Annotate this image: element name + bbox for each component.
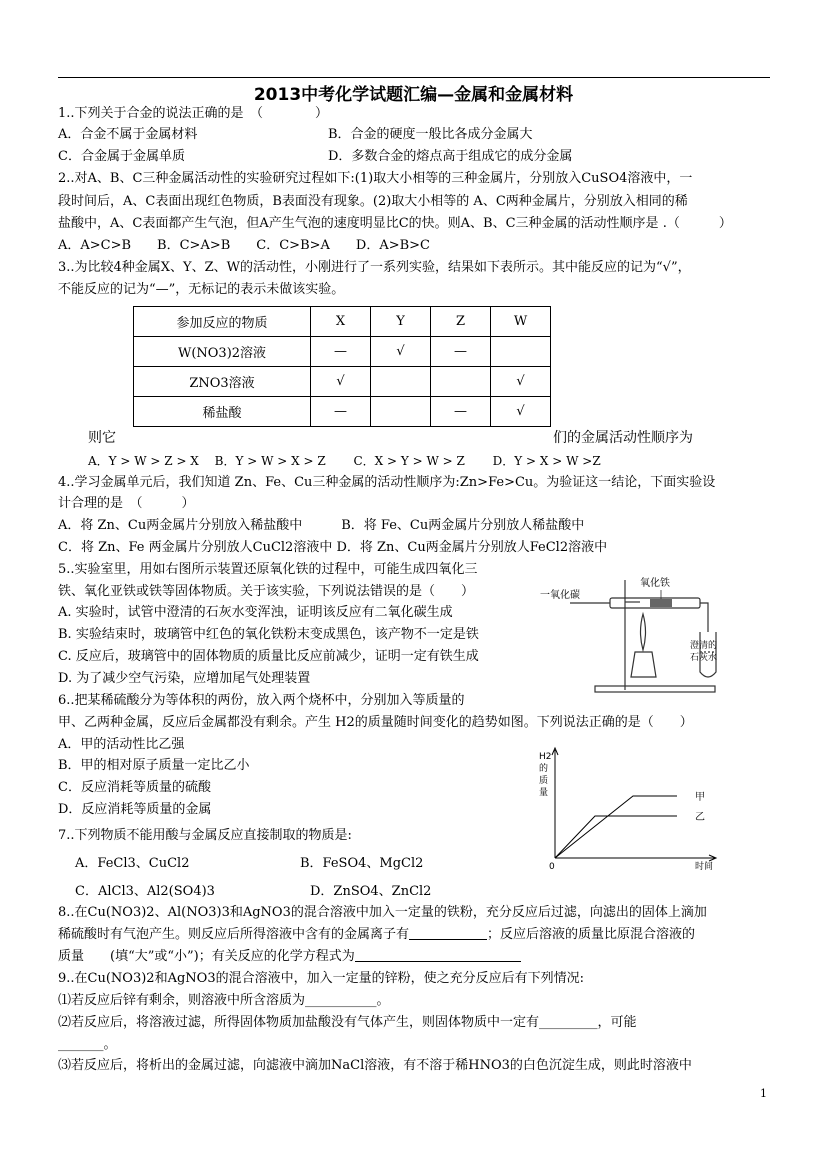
flame <box>641 614 646 650</box>
q6-line-1: 6..把某稀硫酸分为等体积的两份，放入两个烧杯中，分别加入等质量的 <box>58 693 465 708</box>
q7-option-d: D．ZnSO4、ZnCl2 <box>310 884 432 899</box>
page-title: 2013中考化学试题汇编—金属和金属材料 <box>253 85 574 105</box>
q1-option-a: A．合金不属于金属材料 <box>58 127 198 142</box>
q3-sentence-right: 们的金属活动性顺序为 <box>553 430 693 446</box>
x-label: 时间 <box>695 862 714 872</box>
gas-outlet <box>700 603 708 632</box>
q9-line-3: ⑵若反应后，将溶液过滤，所得固体物质加盐酸没有气体产生，则固体物质中一定有_________，可能 <box>58 1015 637 1030</box>
stand-base <box>595 686 715 692</box>
answer-blank[interactable] <box>355 947 521 962</box>
q8-line-2a: 稀硫酸时有气泡产生。则反应后所得溶液中含有的金属离子有 <box>58 927 410 942</box>
table-cell: — <box>431 397 491 427</box>
q5-option-b: B. 实验结束时，玻璃管中红色的氧化铁粉末变成黑色，该产物不一定是铁 <box>58 627 479 642</box>
q9-line-2: ⑴若反应后锌有剩余，则溶液中所含溶质为___________。 <box>58 993 390 1008</box>
y-label-4: 量 <box>539 788 549 798</box>
q8-line-2b: ；反应后溶液的质量比原混合溶液的 <box>487 927 696 942</box>
table-header-cell: X <box>311 307 371 337</box>
table-cell: √ <box>311 367 371 397</box>
q8-line-3 <box>58 947 521 967</box>
q3-options: A．Y > W > Z > X B．Y > W > X > Z C．X > Y > W > Z D．Y > X > W >Z <box>88 454 601 468</box>
table-cell <box>431 367 491 397</box>
q1-option-c: C．合金属于金属单质 <box>58 149 185 164</box>
table-cell: — <box>311 397 371 427</box>
label-iron-oxide: 氧化铁 <box>640 578 670 589</box>
alcohol-lamp <box>631 652 656 677</box>
table-header-cell: Y <box>371 307 431 337</box>
table-cell: — <box>431 337 491 367</box>
table-cell: — <box>311 337 371 367</box>
q4-line-2: 计合理的是 （ ） <box>58 496 195 511</box>
q3-sentence-left: 则它 <box>88 430 116 446</box>
table-cell: √ <box>491 397 551 427</box>
series-label-jia: 甲 <box>695 792 705 803</box>
q1-stem: 1..下列关于合金的说法正确的是 （ ） <box>58 106 329 121</box>
q5-option-a: A. 实验时，试管中澄清的石灰水变浑浊，证明该反应有二氧化碳生成 <box>58 605 453 620</box>
series-label-yi: 乙 <box>695 812 705 823</box>
q6-option-b: B．甲的相对原子质量一定比乙小 <box>58 758 250 773</box>
q7-option-c: C．AlCl3、Al2(SO4)3 <box>75 884 215 899</box>
q6-option-a: A．甲的活动性比乙强 <box>58 737 185 752</box>
q3-line-2: 不能反应的记为“—”，无标记的表示未做该实验。 <box>58 282 345 297</box>
table-header-cell: W <box>491 307 551 337</box>
q7-stem: 7..下列物质不能用酸与金属反应直接制取的物质是: <box>58 828 352 843</box>
table-cell <box>491 337 551 367</box>
iron-oxide-powder <box>650 599 672 607</box>
q5-apparatus-figure <box>540 572 740 700</box>
table-cell <box>371 397 431 427</box>
q1-option-b: B．合金的硬度一般比各成分金属大 <box>328 127 533 142</box>
q2-line-2: 段时间后，A、C表面出现红色物质，B表面没有现象。(2)取大小相等的 A、C两种金属片，分别放入相同的稀 <box>58 194 688 209</box>
q2-line-1: 2..对A、B、C三种金属活动性的实验研究过程如下:(1)取大小相等的三种金属片，分别放入CuSO4溶液中，一 <box>58 171 693 186</box>
q4-line-1: 4..学习金属单元后，我们知道 Zn、Fe、Cu三种金属的活动性顺序为:Zn>Fe>Cu。为验证这一结论，下面实验设 <box>58 475 716 490</box>
table-cell: ZNO3溶液 <box>134 367 311 397</box>
q5-line-1: 5..实验室里，用如右图所示装置还原氧化铁的过程中，可能生成四氧化三 <box>58 562 478 577</box>
q5-option-d: D. 为了减少空气污染，应增加尾气处理装置 <box>58 671 311 686</box>
table-cell <box>371 367 431 397</box>
label-limewater-1: 澄清的 <box>690 641 718 651</box>
table-header-cell: 参加反应的物质 <box>134 307 311 337</box>
table-header-row <box>134 307 551 337</box>
origin-label: 0 <box>549 862 555 872</box>
label-co: 一氧化碳 <box>540 590 580 601</box>
curve-yi <box>555 816 677 858</box>
q8-line-1: 8..在Cu(NO3)2、Al(NO3)3和AgNO3的混合溶液中加入一定量的铁粉，充分反应后过滤，向滤出的固体上滴加 <box>58 905 707 920</box>
q6-line-2: 甲、乙两种金属，反应后金属都没有剩余。产生 H2的质量随时间变化的趋势如图。下列说法正确的是（ ） <box>58 715 693 730</box>
q8-line-3a: 质量 (填“大”或“小”)；有关反应的化学方程式为 <box>58 949 355 964</box>
curve-jia <box>555 796 677 858</box>
answer-blank[interactable] <box>409 925 487 940</box>
table-cell: W(NO3)2溶液 <box>134 337 311 367</box>
q1-option-d: D．多数合金的熔点高于组成它的成分金属 <box>328 149 573 164</box>
q9-line-5: ⑶若反应后，将析出的金属过滤，向滤液中滴加NaCl溶液，有不溶于稀HNO3的白色沉淀生成，则此时溶液中 <box>58 1058 692 1073</box>
q2-options: A．A>C>B B．C>A>B C．C>B>A D．A>B>C <box>58 238 431 253</box>
table-cell: √ <box>371 337 431 367</box>
table-row <box>134 367 551 397</box>
label-limewater-2: 石灰水 <box>690 653 718 663</box>
table-header-cell: Z <box>431 307 491 337</box>
y-label-1: H2 <box>539 752 552 762</box>
q5-option-c: C. 反应后，玻璃管中的固体物质的质量比反应前减少，证明一定有铁生成 <box>58 649 479 664</box>
table-row <box>134 337 551 367</box>
y-label-3: 质 <box>539 776 549 786</box>
q9-line-4: _______。 <box>58 1037 117 1052</box>
header-rule <box>58 77 770 78</box>
q8-line-2 <box>58 925 695 945</box>
q6-option-c: C．反应消耗等质量的硫酸 <box>58 780 211 795</box>
q5-line-2: 铁、氧化亚铁或铁等固体物质。关于该实验，下列说法错误的是（ ） <box>58 584 475 599</box>
q3-line-1: 3..为比较4种金属X、Y、Z、W的活动性，小刚进行了一系列实验，结果如下表所示。其中能反应的记为“√”， <box>58 260 691 275</box>
page-number: 1 <box>760 1087 767 1100</box>
q7-option-b: B．FeSO4、MgCl2 <box>300 856 424 871</box>
q3-results-table <box>133 306 551 427</box>
q4-options-ab: A．将 Zn、Cu两金属片分别放入稀盐酸中 B．将 Fe、Cu两金属片分别放人稀盐酸中 <box>58 518 585 533</box>
q7-option-a: A．FeCl3、CuCl2 <box>75 856 190 871</box>
table-cell: 稀盐酸 <box>134 397 311 427</box>
q6-option-d: D．反应消耗等质量的金属 <box>58 802 212 817</box>
y-label-2: 的 <box>539 764 549 774</box>
q2-line-3: 盐酸中，A、C表面都产生气泡，但A产生气泡的速度明显比C的快。则A、B、C三种金属的活动性顺序是 .（ ） <box>58 216 732 231</box>
q4-options-cd: C．将 Zn、Fe 两金属片分别放人CuCl2溶液中 D．将 Zn、Cu两金属片分别放人FeCl2溶液中 <box>58 540 608 555</box>
q9-line-1: 9..在Cu(NO3)2和AgNO3的混合溶液中，加入一定量的锌粉，使之充分反应后有下列情况: <box>58 971 584 986</box>
q6-h2-graph <box>535 742 725 872</box>
table-cell: √ <box>491 367 551 397</box>
table-row <box>134 397 551 427</box>
